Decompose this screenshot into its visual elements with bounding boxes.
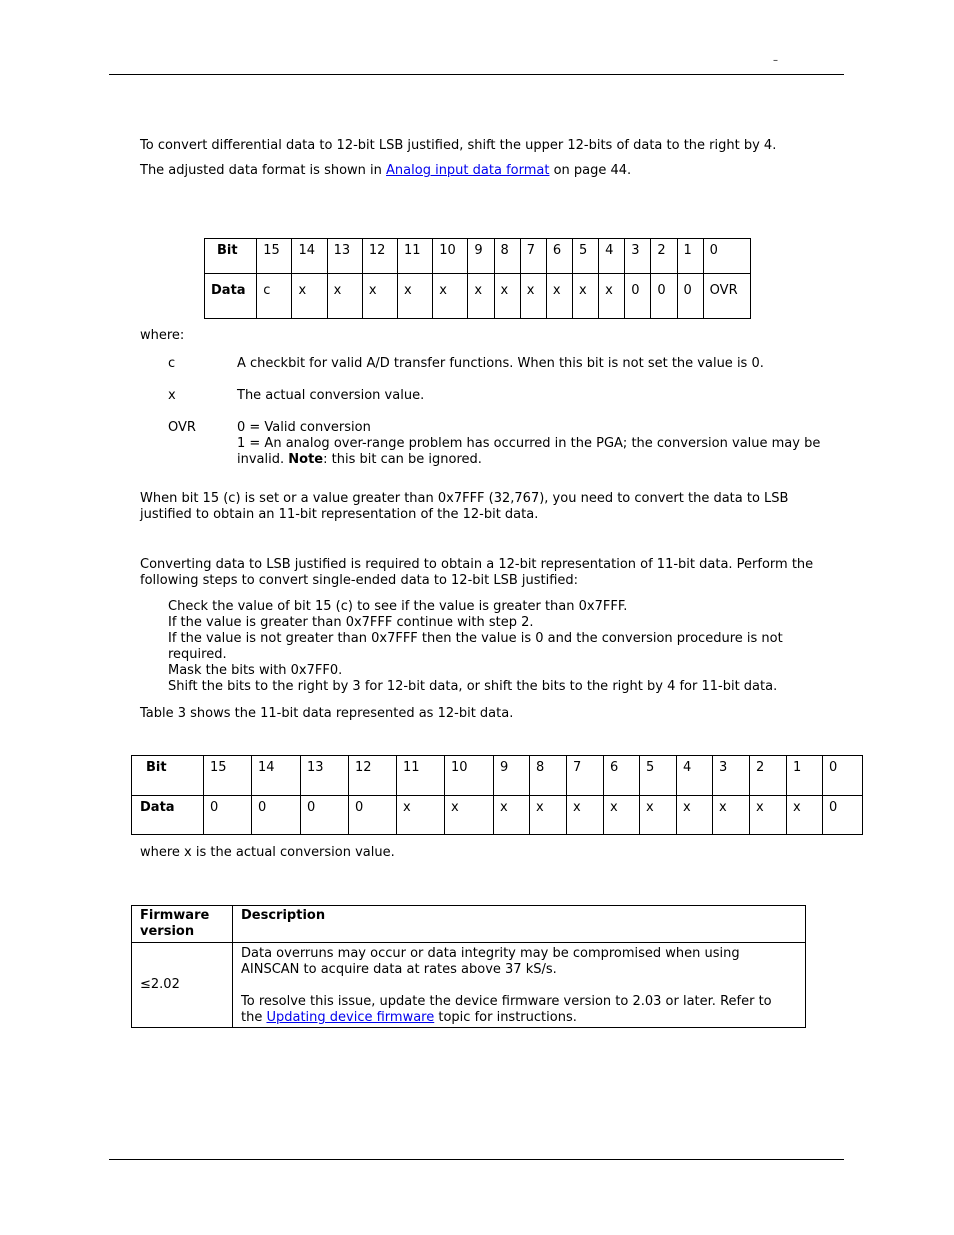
description-header: Description [233, 906, 806, 943]
data-cell: x [433, 274, 468, 319]
ovr-note-label: Note [288, 452, 324, 467]
ovr-line-2 [237, 436, 841, 468]
header-rule [109, 74, 844, 75]
data-cell: x [397, 796, 445, 835]
definition-term-c: c [168, 356, 176, 371]
bit-cell: 12 [362, 239, 397, 274]
bit-cell: 9 [468, 239, 494, 274]
where-x-note: where x is the actual conversion value. [140, 845, 395, 860]
bit-cell: 10 [445, 756, 494, 796]
description-text-after: topic for instructions. [434, 1010, 577, 1025]
data-cell: 0 [252, 796, 301, 835]
bit-header: Bit [205, 239, 257, 274]
description-spacer [241, 978, 797, 994]
firmware-row [132, 943, 806, 1028]
header-mark: – [773, 55, 778, 66]
bit-cell: 2 [750, 756, 787, 796]
data-cell: x [750, 796, 787, 835]
data-cell: 0 [677, 274, 703, 319]
bit15-paragraph: When bit 15 (c) is set or a value greater than 0x7FFF (32,767), you need to convert the data to LSB justified to obtain an 11-bit representation of the 12-bit data. [140, 491, 789, 522]
definition-desc-c: A checkbit for valid A/D transfer functions. When this bit is not set the value is 0. [237, 356, 764, 371]
data-header: Data [132, 796, 204, 835]
data-cell: x [713, 796, 750, 835]
data-cell: x [398, 274, 433, 319]
description-cell [233, 943, 806, 1028]
definition-term-ovr: OVR [168, 420, 196, 435]
step-5: Shift the bits to the right by 3 for 12-bit data, or shift the bits to the right by 4 for 11-bit data. [168, 679, 778, 694]
data-header: Data [205, 274, 257, 319]
firmware-header-row [132, 906, 806, 943]
ovr-line-1: 0 = Valid conversion [237, 420, 371, 435]
firmware-version-header: Firmware version [132, 906, 233, 943]
data-cell: 0 [651, 274, 677, 319]
data-cell: x [327, 274, 362, 319]
intro-paragraph-1: To convert differential data to 12-bit LSB justified, shift the upper 12-bits of data to the right by 4. [140, 138, 777, 153]
bit-cell: 11 [398, 239, 433, 274]
firmware-issue-table [131, 905, 806, 1028]
definition-term-x: x [168, 388, 176, 403]
data-cell: x [445, 796, 494, 835]
data-cell: x [494, 796, 530, 835]
bit-cell: 1 [787, 756, 823, 796]
bit-cell: 0 [703, 239, 750, 274]
bit-cell: 4 [677, 756, 713, 796]
data-cell: x [787, 796, 823, 835]
bit-row [132, 756, 863, 796]
data-cell: x [292, 274, 327, 319]
bit-header: Bit [132, 756, 204, 796]
step-1: Check the value of bit 15 (c) to see if the value is greater than 0x7FFF. [168, 599, 628, 614]
bit-cell: 13 [301, 756, 349, 796]
bit-cell: 5 [572, 239, 598, 274]
data-cell: OVR [703, 274, 750, 319]
data-cell: 0 [625, 274, 651, 319]
bit-cell: 9 [494, 756, 530, 796]
step-4: Mask the bits with 0x7FF0. [168, 663, 343, 678]
updating-device-firmware-link[interactable]: Updating device firmware [266, 1010, 435, 1025]
bit-cell: 11 [397, 756, 445, 796]
bit-cell: 14 [292, 239, 327, 274]
intro-text-after: on page 44. [549, 163, 632, 178]
definition-desc-x: The actual conversion value. [237, 388, 425, 403]
bit-cell: 14 [252, 756, 301, 796]
data-cell: x [362, 274, 397, 319]
data-cell: x [468, 274, 494, 319]
bit-cell: 2 [651, 239, 677, 274]
bit-cell: 8 [494, 239, 520, 274]
bit-cell: 3 [713, 756, 750, 796]
bit-cell: 0 [823, 756, 863, 796]
table3-intro: Table 3 shows the 11-bit data represented as 12-bit data. [140, 706, 514, 721]
data-cell: x [546, 274, 572, 319]
description-text-before: To resolve this issue, update the device firmware version to 2.03 or later. Refer to the [241, 994, 772, 1025]
bit-cell: 6 [604, 756, 640, 796]
footer-rule [109, 1159, 844, 1160]
data-cell: x [599, 274, 625, 319]
firmware-version-cell: ≤2.02 [132, 943, 233, 1028]
bit-cell: 3 [625, 239, 651, 274]
ovr-line-2-text: 1 = An analog over-range problem has occurred in the PGA; the conversion value may be invalid. [237, 436, 821, 467]
analog-input-data-format-link[interactable]: Analog input data format [386, 163, 550, 178]
data-cell: x [604, 796, 640, 835]
data-cell: x [677, 796, 713, 835]
bit-cell: 7 [520, 239, 546, 274]
single-ended-data-format-table [131, 755, 863, 835]
data-cell: x [572, 274, 598, 319]
data-cell: x [520, 274, 546, 319]
intro-text-before: The adjusted data format is shown in [140, 163, 387, 178]
data-cell: 0 [349, 796, 397, 835]
data-cell: x [494, 274, 520, 319]
step-3: If the value is not greater than 0x7FFF then the value is 0 and the conversion procedure is not required. [168, 631, 783, 662]
data-row [205, 274, 751, 319]
data-cell: 0 [204, 796, 252, 835]
intro-paragraph-2 [140, 163, 844, 179]
bit-cell: 12 [349, 756, 397, 796]
bit-cell: 15 [204, 756, 252, 796]
bit-row [205, 239, 751, 274]
ovr-note-text: : this bit can be ignored. [323, 452, 482, 467]
bit-cell: 5 [640, 756, 677, 796]
bit-cell: 7 [567, 756, 604, 796]
data-row [132, 796, 863, 835]
data-cell: x [567, 796, 604, 835]
differential-data-format-table [204, 238, 751, 319]
bit-cell: 8 [530, 756, 567, 796]
bit-cell: 10 [433, 239, 468, 274]
bit-cell: 4 [599, 239, 625, 274]
description-paragraph-2 [241, 994, 797, 1026]
data-cell: x [530, 796, 567, 835]
bit-cell: 15 [257, 239, 292, 274]
data-cell: c [257, 274, 292, 319]
data-cell: 0 [823, 796, 863, 835]
description-paragraph-1: Data overruns may occur or data integrity may be compromised when using AINSCAN to acquire data at rates above 37 kS/s. [241, 946, 740, 977]
data-cell: 0 [301, 796, 349, 835]
where-label: where: [140, 328, 185, 343]
data-cell: x [640, 796, 677, 835]
bit-cell: 1 [677, 239, 703, 274]
bit-cell: 6 [546, 239, 572, 274]
convert-paragraph: Converting data to LSB justified is required to obtain a 12-bit representation of 11-bit data. Perform the following steps to convert single-ended data to 12-bit LSB justified: [140, 557, 814, 588]
definition-desc-ovr [237, 420, 841, 468]
bit-cell: 13 [327, 239, 362, 274]
step-2: If the value is greater than 0x7FFF continue with step 2. [168, 615, 534, 630]
